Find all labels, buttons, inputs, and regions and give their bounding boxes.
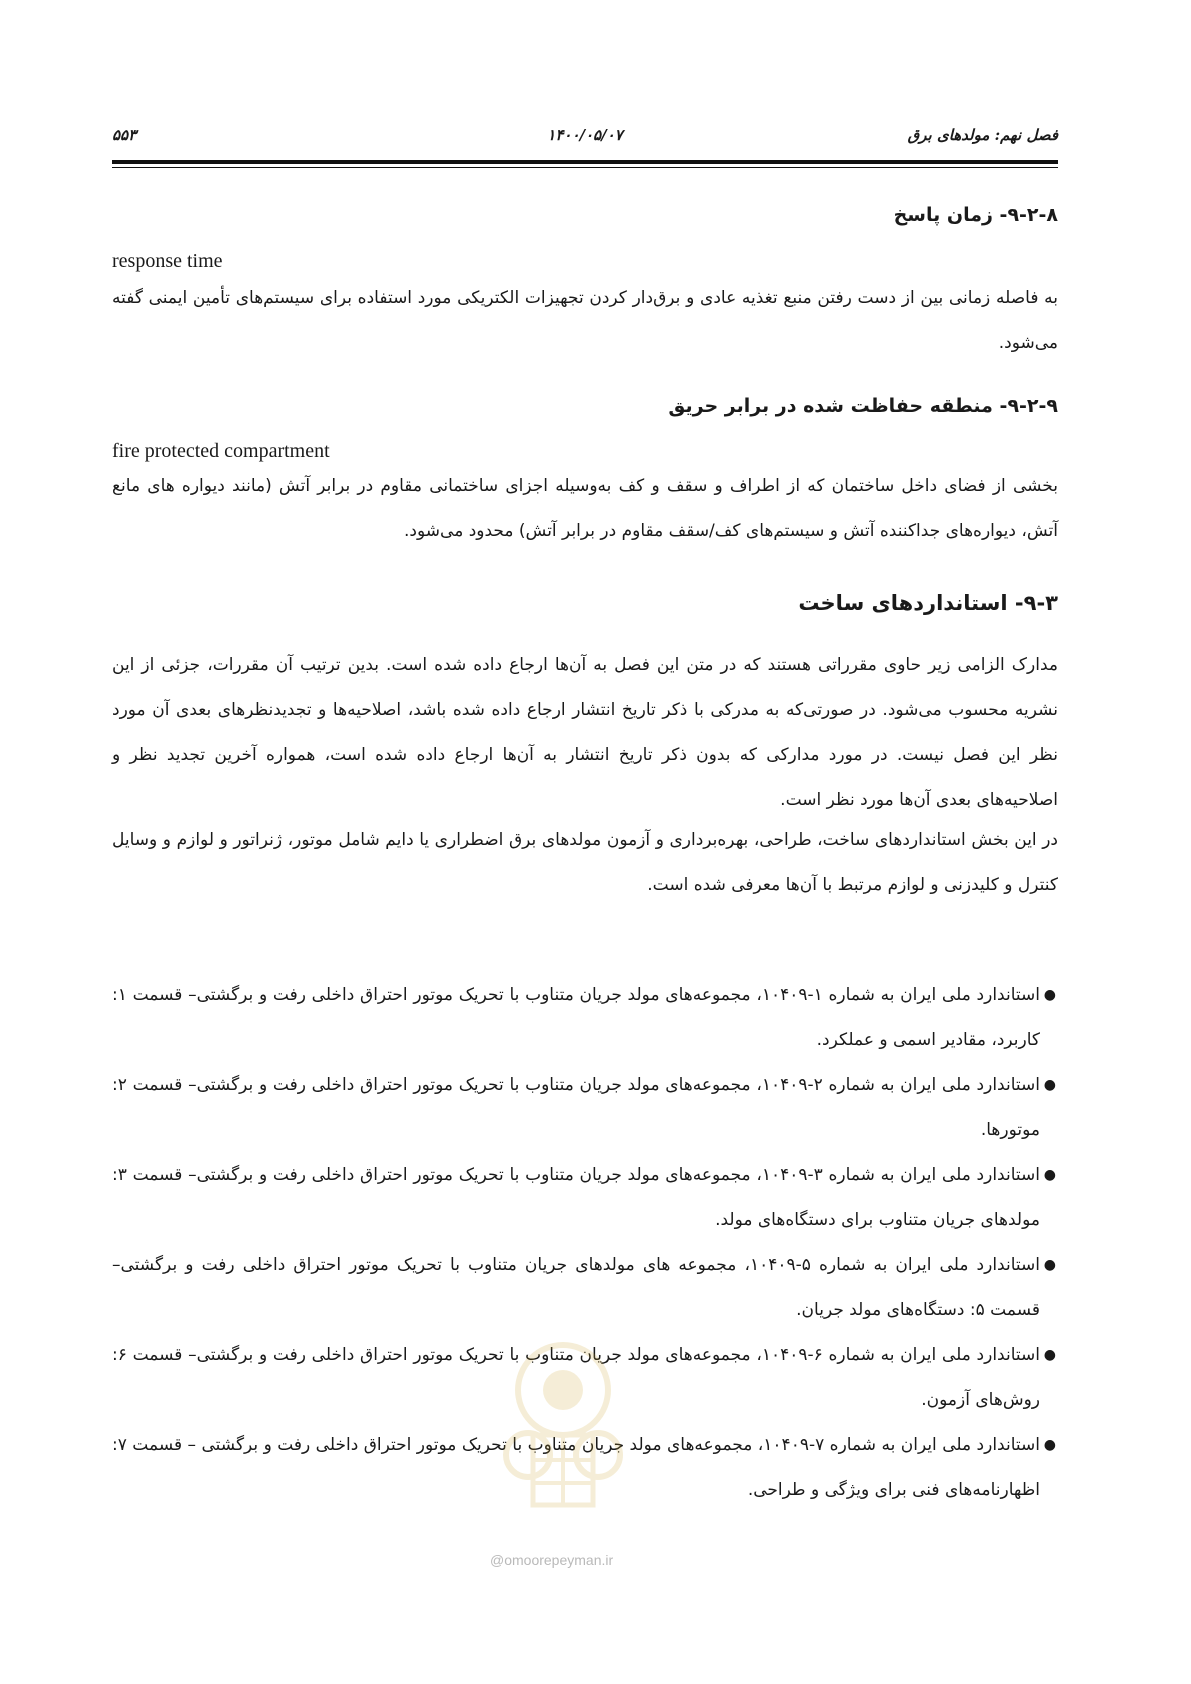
header-rule-thin — [112, 167, 1058, 168]
watermark-text: @omoorepeyman.ir — [490, 1552, 614, 1568]
page-number: ۵۵۳ — [112, 126, 137, 144]
definition-response-time: به فاصله زمانی بین از دست رفتن منبع تغذیه عادی و برق‌دار کردن تجهیزات الکتریکی مورد استفاده برای سیستم‌های تأمین ایمنی گفته می‌شود. — [112, 288, 1058, 353]
bullet-icon: ● — [1043, 1437, 1056, 1453]
bullet-icon: ● — [1043, 1257, 1056, 1273]
bullet-icon: ● — [1043, 1077, 1056, 1093]
list-item — [112, 973, 1058, 1063]
list-item-text: استاندارد ملی ایران به شماره ۷-۱۰۴۰۹، مجموعه‌های مولد جریان متناوب با تحریک موتور احتراق داخلی رفت و برگشتی – قسمت ۷: اظهارنامه‌های فنی برای ویژگی و طراحی. — [112, 1435, 1040, 1500]
list-item — [112, 1243, 1058, 1333]
list-item-text: استاندارد ملی ایران به شماره ۲-۱۰۴۰۹، مجموعه‌های مولد جریان متناوب با تحریک موتور احتراق داخلی رفت و برگشتی– قسمت ۲: موتورها. — [112, 1075, 1040, 1140]
standards-scope-paragraph: در این بخش استانداردهای ساخت، طراحی، بهره‌برداری و آزمون مولدهای برق اضطراری یا دایم شامل موتور، ژنراتور و لوازم و وسایل کنترل و کلیدزنی و لوازم مرتبط با آن‌ها معرفی شده است. — [112, 830, 1058, 895]
bullet-icon: ● — [1043, 1167, 1056, 1183]
bullet-icon: ● — [1043, 987, 1056, 1003]
chapter-title: فصل نهم: مولدهای برق — [907, 126, 1058, 144]
section-heading-standards: ۹-۳- استانداردهای ساخت — [798, 591, 1058, 615]
english-term-fire-compartment: fire protected compartment — [112, 440, 330, 462]
header-date: ۱۴۰۰/۰۵/۰۷ — [547, 126, 623, 144]
watermark-logo-icon — [488, 1335, 638, 1515]
definition-fire-compartment: بخشی از فضای داخل ساختمان که از اطراف و سقف و کف به‌وسیله اجزای ساختمانی مقاوم در برابر آتش (مانند دیواره های مانع آتش، دیواره‌های جداکننده آتش و سیستم‌های کف/سقف مقاوم در برابر آتش) محدود می‌شود. — [112, 476, 1058, 541]
list-item — [112, 1153, 1058, 1243]
section-heading-fire-compartment: ۹-۲-۹- منطقه حفاظت شده در برابر حریق — [668, 395, 1058, 417]
list-item-text: استاندارد ملی ایران به شماره ۱-۱۰۴۰۹، مجموعه‌های مولد جریان متناوب با تحریک موتور احتراق داخلی رفت و برگشتی– قسمت ۱: کاربرد، مقادیر اسمی و عملکرد. — [112, 985, 1040, 1050]
header-rule-thick — [112, 160, 1058, 164]
list-item-text: استاندارد ملی ایران به شماره ۵-۱۰۴۰۹، مجموعه های مولدهای جریان متناوب با تحریک موتور احتراق داخلی رفت و برگشتی– قسمت ۵: دستگاه‌های مولد جریان. — [112, 1255, 1040, 1320]
page-header — [112, 126, 1058, 152]
english-term-response-time: response time — [112, 250, 223, 272]
list-item-text: استاندارد ملی ایران به شماره ۳-۱۰۴۰۹، مجموعه‌های مولد جریان متناوب با تحریک موتور احتراق داخلی رفت و برگشتی– قسمت ۳: مولدهای جریان متناوب برای دستگاه‌های مولد. — [112, 1165, 1040, 1230]
list-item — [112, 1063, 1058, 1153]
bullet-icon: ● — [1043, 1347, 1056, 1363]
list-item-text: استاندارد ملی ایران به شماره ۶-۱۰۴۰۹، مجموعه‌های مولد جریان متناوب با تحریک موتور احتراق داخلی رفت و برگشتی– قسمت ۶: روش‌های آزمون. — [112, 1345, 1040, 1410]
standards-intro-paragraph: مدارک الزامی زیر حاوی مقرراتی هستند که در متن این فصل به آن‌ها ارجاع داده شده است. بدین ترتیب آن مقررات، جزئی از این نشریه محسوب می‌شود. در صورتی‌که به مدرکی با ذکر تاریخ انتشار ارجاع داده شده باشد، اصلاحیه‌ها و تجدیدنظرهای بعدی آن مورد نظر این فصل نیست. در مورد مدارکی که بدون ذکر تاریخ انتشار به آن‌ها ارجاع داده شده است، همواره آخرین تجدید نظر و اصلاحیه‌های بعدی آن‌ها مورد نظر است. — [112, 655, 1058, 810]
section-heading-response-time: ۹-۲-۸- زمان پاسخ — [893, 204, 1058, 226]
